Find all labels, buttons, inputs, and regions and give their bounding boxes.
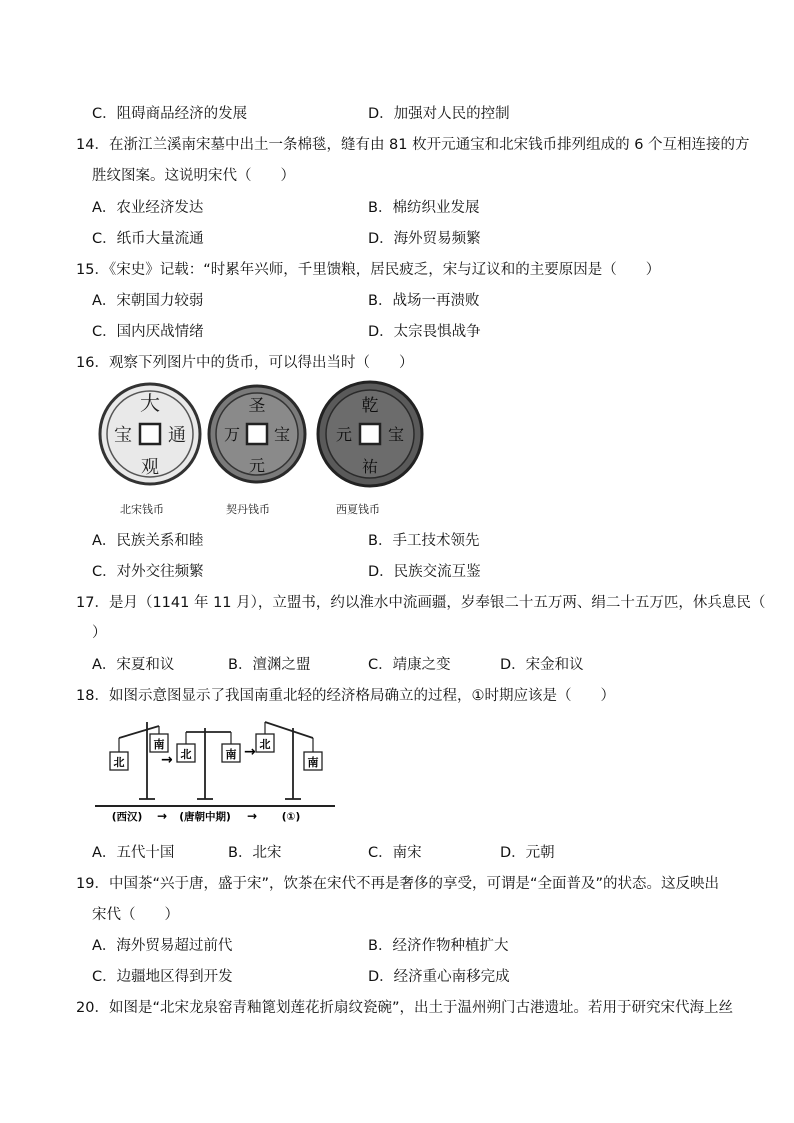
q15-option-b: B．战场一再溃败: [368, 293, 480, 309]
q13-option-c: C．阻碍商品经济的发展: [92, 106, 248, 122]
q18-option-d: D．元朝: [500, 845, 555, 861]
q17-stem: 17．是月（1141 年 11 月），立盟书，约以淮水中流画疆，岁奉银二十五万两、绢二十五万匹，休兵息民（: [76, 595, 766, 611]
q18-balance-diagram: [95, 712, 340, 827]
q16-option-a: A．民族关系和睦: [92, 533, 204, 549]
q18-option-c: C．南宋: [368, 845, 422, 861]
q16-option-b: B．手工技术领先: [368, 533, 480, 549]
scale-period-1: [256, 722, 322, 799]
scale2-north-label: 北: [180, 748, 192, 761]
coin1-char-bottom: 观: [141, 457, 159, 478]
q17-option-b: B．澶渊之盟: [228, 657, 311, 673]
q14-option-d: D．海外贸易频繁: [368, 231, 481, 247]
coin2-char-right: 宝: [273, 425, 291, 444]
q14-option-c: C．纸币大量流通: [92, 231, 204, 247]
coin1-char-right: 通: [168, 425, 186, 446]
q19-option-d: D．经济重心南移完成: [368, 969, 510, 985]
q20-stem: 20．如图是“北宋龙泉窑青釉篦划莲花折扇纹瓷碗”，出土于温州朔门古港遗址。若用于研究宋代海上丝: [76, 1000, 733, 1016]
q14-option-a: A．农业经济发达: [92, 200, 204, 216]
q18-option-b: B．北宋: [228, 845, 282, 861]
q16-option-d: D．民族交流互鉴: [368, 564, 481, 580]
q17-stem-cont: ）: [92, 625, 107, 641]
coin2-caption: 契丹钱币: [226, 503, 270, 516]
q17-option-c: C．靖康之变: [368, 657, 451, 673]
arrow-stage-1: →: [157, 809, 168, 823]
coin1-caption: 北宋钱币: [120, 503, 164, 516]
q19-option-c: C．边疆地区得到开发: [92, 969, 233, 985]
q16-option-c: C．对外交往频繁: [92, 564, 204, 580]
q18-stem: 18．如图示意图显示了我国南重北轻的经济格局确立的过程，①时期应该是（ ）: [76, 688, 615, 704]
coin3-char-left: 元: [335, 425, 353, 444]
q14-option-b: B．棉纺织业发展: [368, 200, 480, 216]
q19-stem: 19．中国茶“兴于唐，盛于宋”，饮茶在宋代不再是奢侈的享受，可谓是“全面普及”的状态。这反映出: [76, 876, 719, 892]
coin2-char-bottom: 元: [248, 456, 266, 475]
coin-northern-song: [100, 384, 200, 484]
coin3-char-bottom: 祐: [361, 457, 379, 476]
q18-option-a: A．五代十国: [92, 845, 175, 861]
coin3-char-top: 乾: [361, 396, 379, 416]
coin-khitan: [209, 386, 305, 482]
coin2-char-left: 万: [223, 425, 241, 444]
stage-mid-tang: (唐朝中期): [179, 811, 231, 823]
stage-period-1: (①): [281, 811, 301, 823]
arrow-1: →: [161, 752, 173, 768]
q14-stem: 14．在浙江兰溪南宋墓中出土一条棉毯，缝有由 81 枚开元通宝和北宋钱币排列组成的 6 个互相连接的方: [76, 137, 750, 153]
coin-western-xia: [318, 382, 422, 486]
scale3-north-label: 北: [259, 738, 271, 751]
q19-option-a: A．海外贸易超过前代: [92, 938, 233, 954]
coin3-char-right: 宝: [387, 425, 405, 444]
scale-western-han: [110, 722, 168, 799]
coin2-char-top: 圣: [248, 396, 266, 416]
q17-option-d: D．宋金和议: [500, 657, 584, 673]
q19-option-b: B．经济作物种植扩大: [368, 938, 509, 954]
scale1-north-label: 北: [113, 756, 125, 769]
coin1-char-top: 大: [140, 391, 160, 415]
arrow-stage-2: →: [247, 809, 258, 823]
q19-stem-cont: 宋代（ ）: [92, 907, 179, 923]
arrow-2: →: [244, 744, 256, 760]
coin1-char-left: 宝: [114, 425, 132, 446]
q14-stem-cont: 胜纹图案。这说明宋代（ ）: [92, 168, 295, 184]
q17-option-a: A．宋夏和议: [92, 657, 175, 673]
scale3-south-label: 南: [307, 756, 319, 769]
scale2-south-label: 南: [225, 748, 237, 761]
q15-option-d: D．太宗畏惧战争: [368, 324, 481, 340]
q15-option-c: C．国内厌战情绪: [92, 324, 204, 340]
q13-option-d: D．加强对人民的控制: [368, 106, 510, 122]
scale1-south-label: 南: [153, 738, 165, 751]
scale-mid-tang: [177, 728, 240, 799]
q15-option-a: A．宋朝国力较弱: [92, 293, 204, 309]
stage-western-han: (西汉): [111, 811, 143, 823]
q16-stem: 16．观察下列图片中的货币，可以得出当时（ ）: [76, 355, 414, 371]
q15-stem: 15．《宋史》记载：“时累年兴师，千里馈粮，居民疲乏，宋与辽议和的主要原因是（ ）: [76, 262, 661, 278]
coin3-caption: 西夏钱币: [336, 503, 380, 516]
